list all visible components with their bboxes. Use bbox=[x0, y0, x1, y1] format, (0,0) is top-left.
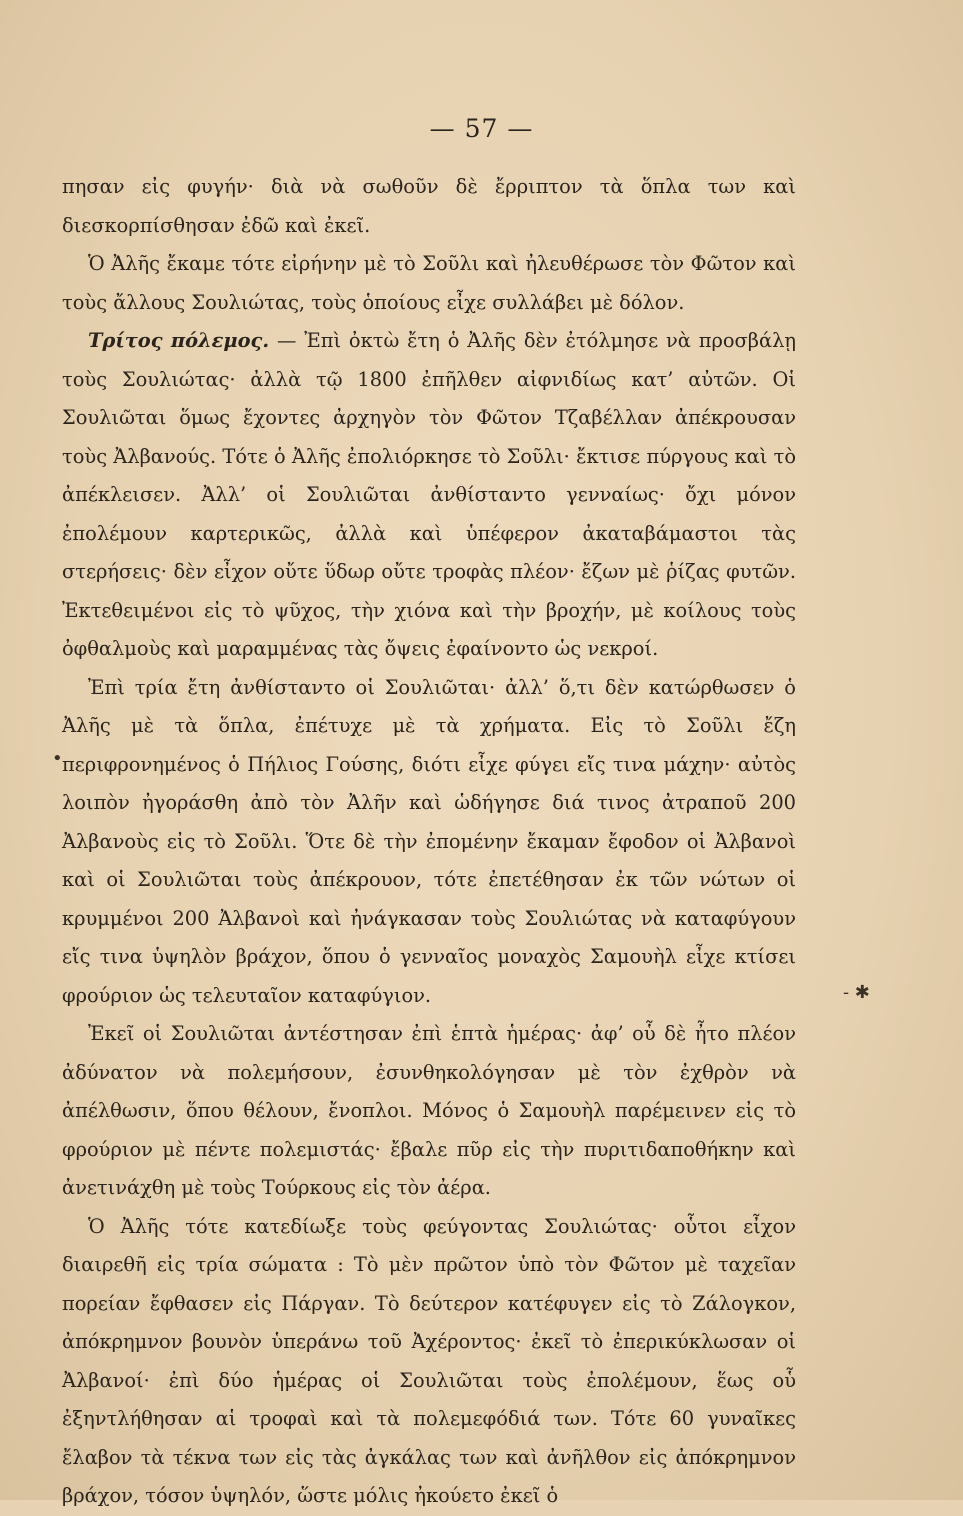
section-heading: Τρίτος πόλεμος. bbox=[88, 329, 270, 352]
paragraph-3-text: — Ἐπὶ ὀκτὼ ἔτη ὁ Ἀλῆς δὲν ἐτόλμησε νὰ προσβάλῃ τοὺς Σουλιώτας· ἀλλὰ τῷ 1800 ἐπῆλθεν αἰφνιδίως κατ’ αὐτῶν. Οἱ Σουλιῶται ὅμως ἔχοντες ἀρχηγὸν τὸν Φῶτον Τζαβέλλαν ἀπέκρουσαν τοὺς Ἀλβανούς. Τότε ὁ Ἀλῆς ἐπολιόρκησε τὸ Σοῦλι· ἔκτισε πύργους καὶ τὸ ἀπέκλεισεν. Ἀλλ’ οἱ Σουλιῶται ἀνθίσταντο γενναίως· ὄχι μόνον ἐπολέμουν καρτερικῶς, ἀλλὰ καὶ ὑπέφερον ἀκαταβάμαστοι τὰς στερήσεις· δὲν εἶχον οὔτε ὕδωρ οὔτε τροφὰς πλέον· ἔζων μὲ ῥίζας φυτῶν. Ἐκτεθειμένοι εἰς τὸ ψῦχος, τὴν χιόνα καὶ τὴν βροχήν, μὲ κοίλους τοὺς ὀφθαλμοὺς καὶ μαραμμένας τὰς ὄψεις ἐφαίνοντο ὡς νεκροί. bbox=[62, 329, 796, 660]
paragraph-3 bbox=[62, 322, 796, 669]
body-text bbox=[62, 168, 796, 1516]
paragraph-6: Ὁ Ἀλῆς τότε κατεδίωξε τοὺς φεύγοντας Σουλιώτας· οὗτοι εἶχον διαιρεθῆ εἰς τρία σώματα : Τὸ μὲν πρῶτον ὑπὸ τὸν Φῶτον μὲ ταχεῖαν πορείαν ἔφθασεν εἰς Πάργαν. Τὸ δεύτερον κατέφυγεν εἰς τὸ Ζάλογκον, ἀπόκρημνον βουνὸν ὑπεράνω τοῦ Ἀχέροντος· ἐκεῖ τὸ ἐπερικύκλωσαν οἱ Ἀλβανοί· ἐπὶ δύο ἡμέρας οἱ Σουλιῶται τοὺς ἐπολέμουν, ἕως οὗ ἐξηντλήθησαν αἱ τροφαὶ καὶ τὰ πολεμεφόδιά των. Τότε 60 γυναῖκες ἔλαβον τὰ τέκνα των εἰς τὰς ἀγκάλας των καὶ ἀνῆλθον εἰς ἀπόκρημνον βράχον, τόσον ὑψηλόν, ὥστε μόλις ἠκούετο ἐκεῖ ὁ bbox=[62, 1214, 796, 1507]
paragraph-5: Ἐκεῖ οἱ Σουλιῶται ἀντέστησαν ἐπὶ ἑπτὰ ἡμέρας· ἀφ’ οὗ δὲ ἦτο πλέον ἀδύνατον νὰ πολεμήσουν, ἐσυνθηκολόγησαν μὲ τὸν ἐχθρὸν νὰ ἀπέλθωσιν, ὅπου θέλουν, ἔνοπλοι. Μόνος ὁ Σαμουὴλ παρέμεινεν εἰς τὸ φρούριον μὲ πέντε πολεμιστάς· ἔβαλε πῦρ εἰς τὴν πυριτιδαποθήκην καὶ ἀνετινάχθη μὲ τοὺς Τούρκους εἰς τὸν ἀέρα. bbox=[62, 1022, 796, 1199]
paragraph-2: Ὁ Ἀλῆς ἔκαμε τότε εἰρήνην μὲ τὸ Σοῦλι καὶ ἠλευθέρωσε τὸν Φῶτον καὶ τοὺς ἄλλους Σουλιώτας, τοὺς ὁποίους εἶχε συλλάβει μὲ δόλον. bbox=[62, 252, 796, 314]
paragraph-4: Ἐπὶ τρία ἔτη ἀνθίσταντο οἱ Σουλιῶται· ἀλλ’ ὅ,τι δὲν κατώρθωσεν ὁ Ἀλῆς μὲ τὰ ὅπλα, ἐπέτυχε μὲ τὰ χρήματα. Εἰς τὸ Σοῦλι ἔζη περιφρονημένος ὁ Πήλιος Γούσης, διότι εἶχε φύγει εἴς τινα μάχην· αὐτὸς λοιπὸν ἠγοράσθη ἀπὸ τὸν Ἀλῆν καὶ ὡδήγησε διά τινος ἀτραποῦ 200 Ἀλβανοὺς εἰς τὸ Σοῦλι. Ὅτε δὲ τὴν ἐπομένην ἔκαμαν ἔφοδον οἱ Ἀλβανοὶ καὶ οἱ Σουλιῶται τοὺς ἀπέκρουον, τότε ἐπετέθησαν ἐκ τῶν νώτων οἱ κρυμμένοι 200 Ἀλβανοὶ καὶ ἠνάγκασαν τοὺς Σουλιώτας νὰ καταφύγουν εἴς τινα ὑψηλὸν βράχον, ὅπου ὁ γενναῖος μοναχὸς Σαμουὴλ εἶχε κτίσει φρούριον ὡς τελευταῖον καταφύγιον. bbox=[62, 675, 796, 1007]
margin-dot-left: • bbox=[52, 748, 63, 769]
paragraph-1: πησαν εἰς φυγήν· διὰ νὰ σωθοῦν δὲ ἔρριπτον τὰ ὅπλα των καὶ διεσκορπίσθησαν ἐδῶ καὶ ἐκεῖ. bbox=[62, 175, 796, 237]
page-number: — 57 — bbox=[429, 114, 534, 143]
margin-mark-right: - ✱ bbox=[843, 982, 870, 1003]
